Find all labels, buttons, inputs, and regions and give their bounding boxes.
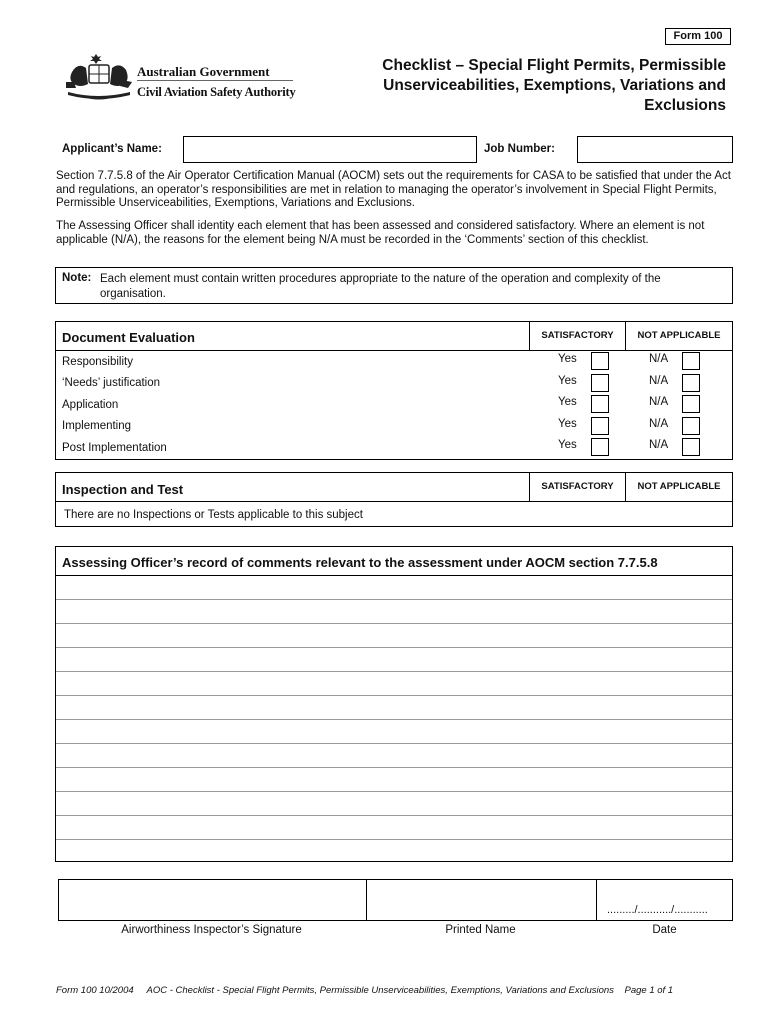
document-evaluation-heading: Document Evaluation (62, 330, 195, 345)
na-label: N/A (649, 353, 669, 365)
yes-label: Yes (558, 439, 577, 451)
satisfactory-checkbox[interactable] (591, 374, 609, 392)
footer-description: AOC - Checklist - Special Flight Permits, Permissible Unserviceabilities, Exemptions, Variations and Exclusions (146, 985, 614, 996)
yes-label: Yes (558, 396, 577, 408)
satisfactory-checkbox[interactable] (591, 352, 609, 370)
footer-form-date: Form 100 10/2004 (56, 985, 134, 996)
note-text: Each element must contain written procedures appropriate to the nature of the operation and complexity of the organisation. (100, 273, 661, 300)
comment-line[interactable] (56, 767, 732, 768)
government-name: Australian Government (137, 64, 270, 79)
row-label-post-implementation: Post Implementation (62, 442, 167, 454)
comment-line[interactable] (56, 623, 732, 624)
intro-paragraph-1: Section 7.7.5.8 of the Air Operator Certification Manual (AOCM) sets out the requirements for CASA to be satisfied that under the Act and regulations, an operator’s responsibilities are met in relation to managing the operator’s involvement in Special Flight Permits, Permissible Unserviceabilities, Exemptions, Variations and Exclusions. (56, 170, 732, 209)
not-applicable-checkbox[interactable] (682, 438, 700, 456)
job-number-field[interactable] (577, 136, 733, 163)
signature-row (58, 879, 733, 921)
comment-line[interactable] (56, 791, 732, 792)
comment-line[interactable] (56, 743, 732, 744)
comment-line[interactable] (56, 671, 732, 672)
date-label: Date (652, 924, 677, 936)
comment-line[interactable] (56, 695, 732, 696)
printed-name-label: Printed Name (445, 924, 516, 936)
comment-line[interactable] (56, 719, 732, 720)
sig-divider (596, 880, 597, 920)
satisfactory-checkbox[interactable] (591, 438, 609, 456)
row-label-application: Application (62, 399, 119, 411)
comment-line[interactable] (56, 815, 732, 816)
footer-page: Page 1 of 1 (624, 985, 674, 996)
title-line-2: Unserviceabilities, Exemptions, Variations and (383, 77, 726, 94)
not-applicable-checkbox[interactable] (682, 395, 700, 413)
col-not-applicable: NOT APPLICABLE (637, 481, 721, 492)
header-divider (56, 501, 732, 502)
row-label-implementing: Implementing (62, 420, 132, 432)
note-label: Note: (62, 272, 92, 284)
authority-name: Civil Aviation Safety Authority (137, 85, 296, 99)
coat-of-arms-icon (62, 52, 136, 104)
not-applicable-checkbox[interactable] (682, 352, 700, 370)
na-label: N/A (649, 418, 669, 430)
na-label: N/A (649, 439, 669, 451)
page-title (296, 56, 726, 116)
title-line-3: Exclusions (644, 97, 726, 114)
comments-heading: Assessing Officer’s record of comments relevant to the assessment under AOCM section 7.7.5.8 (62, 555, 658, 570)
note-box (55, 267, 733, 304)
signature-label: Airworthiness Inspector’s Signature (121, 924, 302, 936)
header-divider (56, 575, 732, 576)
col-not-applicable: NOT APPLICABLE (637, 330, 721, 341)
date-field[interactable]: ........./.........../........... (607, 904, 708, 916)
job-number-label: Job Number: (484, 143, 555, 155)
na-label: N/A (649, 375, 669, 387)
row-label-responsibility: Responsibility (62, 356, 133, 368)
not-applicable-checkbox[interactable] (682, 417, 700, 435)
form-number: Form 100 (665, 28, 731, 45)
yes-label: Yes (558, 375, 577, 387)
inspection-test-heading: Inspection and Test (62, 482, 184, 497)
comment-line[interactable] (56, 839, 732, 840)
yes-label: Yes (558, 353, 577, 365)
col-satisfactory: SATISFACTORY (541, 330, 614, 341)
col-satisfactory: SATISFACTORY (541, 481, 614, 492)
row-label-needs-justification: ‘Needs’ justification (62, 377, 161, 389)
title-line-1: Checklist – Special Flight Permits, Permissible (382, 57, 726, 74)
applicant-name-field[interactable] (183, 136, 477, 163)
logo-divider (137, 80, 293, 81)
yes-label: Yes (558, 418, 577, 430)
comment-line[interactable] (56, 599, 732, 600)
comments-section (55, 546, 733, 862)
inspection-test-table (55, 472, 733, 527)
comment-line[interactable] (56, 647, 732, 648)
header-divider (56, 350, 732, 351)
applicant-name-label: Applicant’s Name: (62, 143, 162, 155)
footer (56, 985, 673, 996)
na-label: N/A (649, 396, 669, 408)
intro-paragraph-2: The Assessing Officer shall identity each element that has been assessed and considered satisfactory. Where an element is not applicable (N/A), the reasons for the element being N/A must be recorded in the ‘Comments’ section of this checklist. (56, 220, 705, 246)
inspection-test-text: There are no Inspections or Tests applicable to this subject (64, 509, 363, 521)
satisfactory-checkbox[interactable] (591, 417, 609, 435)
not-applicable-checkbox[interactable] (682, 374, 700, 392)
printed-name-field[interactable] (367, 880, 596, 920)
signature-field[interactable] (59, 880, 366, 920)
document-evaluation-table (55, 321, 733, 460)
satisfactory-checkbox[interactable] (591, 395, 609, 413)
